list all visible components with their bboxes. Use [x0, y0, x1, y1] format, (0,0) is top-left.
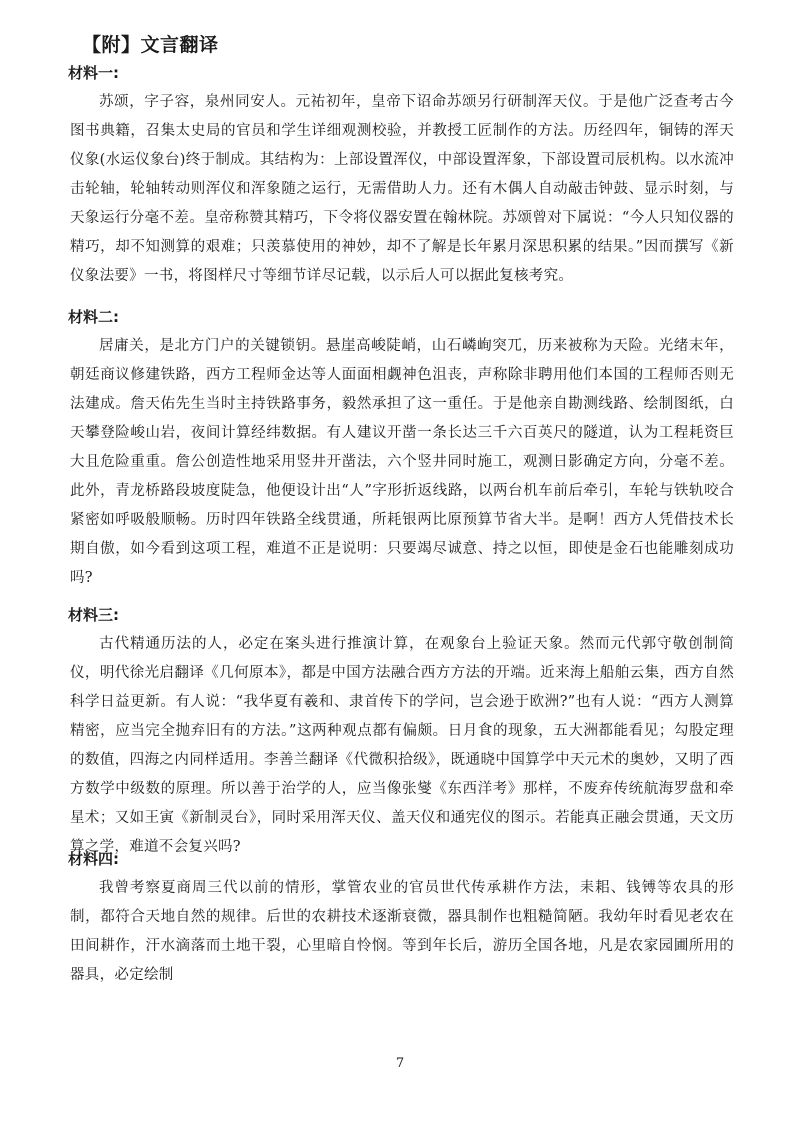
section-body-2: 居庸关，是北方门户的关键锁钥。悬崖高峻陡峭，山石嶙峋突兀，历来被称为天险。光绪末年，朝廷商议修建铁路，西方工程师金达等人面面相觑神色沮丧，声称除非聘用他们本国的工程师否则无法建成。詹天佑先生当时主持铁路事务，毅然承担了这一重任。于是他亲自勘测线路、绘制图纸，白天攀登险峻山岩，夜间计算经纬数据。有人建议开凿一条长达三千六百英尺的隧道，认为工程耗资巨大且危险重重。詹公创造性地采用竖井开凿法，六个竖井同时施工，观测日影确定方向，分毫不差。此外，青龙桥路段坡度陡急，他便设计出“人”字形折返线路，以两台机车前后牵引，车轮与铁轨咬合紧密如呼吸般顺畅。历时四年铁路全线贯通，所耗银两比原预算节省大半。是啊！西方人凭借技术长期自傲，如今看到这项工程，难道不正是说明：只要竭尽诚意、持之以恒，即使是金石也能雕刻成功吗?	[70, 338, 734, 586]
section-body-1: 苏颂，字子容，泉州同安人。元祐初年，皇帝下诏命苏颂另行研制浑天仪。于是他广泛查考古今图书典籍，召集太史局的官员和学生详细观测校验，并教授工匠制作的方法。历经四年，铜铸的浑天仪象(水运仪象台)终于制成。其结构为：上部设置浑仪，中部设置浑象，下部设置司辰机构。以水流冲击轮轴，轮轴转动则浑仪和浑象随之运行，无需借助人力。还有木偶人自动敲击钟鼓、显示时刻，与天象运行分毫不差。皇帝称赞其精巧，下令将仪器安置在翰林院。苏颂曾对下属说：“今人只知仪器的精巧，却不知测算的艰难；只羡慕使用的神妙，却不了解是长年累月深思积累的结果。”因而撰写《新仪象法要》一书，将图样尺寸等细节详尽记载，以示后人可以据此复核考究。	[70, 94, 734, 284]
page-number: 7	[395, 1056, 405, 1071]
section-body-4: 我曾考察夏商周三代以前的情形，掌管农业的官员世代传承耕作方法，耒耜、钱镈等农具的形制，都符合天地自然的规律。后世的农耕技术逐渐衰微，器具制作也粗糙简陋。我幼年时看见老农在田间耕作，汗水滴落而土地干裂，心里暗自怜悯。等到年长后，游历全国各地，凡是农家园圃所用的器具，必定绘制	[70, 880, 734, 983]
section-body-3: 古代精通历法的人，必定在案头进行推演计算，在观象台上验证天象。然而元代郭守敬创制简仪，明代徐光启翻译《几何原本》，都是中国方法融合西方方法的开端。近来海上船舶云集，西方自然科学日益更新。有人说：“我华夏有羲和、隶首传下的学问，岂会逊于欧洲?”也有人说：“西方人测算精密，应当完全抛弃旧有的方法。”这两种观点都有偏颇。日月食的现象，五大洲都能看见；勾股定理的数值，四海之内同样适用。李善兰翻译《代微积拾级》，既通晓中国算学中天元术的奥妙，又明了西方数学中级数的原理。所以善于治学的人，应当像张燮《东西洋考》那样，不废弃传统航海罗盘和牵星术；又如王寅《新制灵台》，同时采用浑天仪、盖天仪和通宪仪的图示。若能真正融会贯通，天文历算之学，难道不会复兴吗?	[70, 636, 734, 855]
section-heading-1: 材料一:	[68, 64, 119, 82]
section-heading-4: 材料四:	[68, 850, 119, 868]
section-heading-2: 材料二:	[68, 308, 119, 326]
document-title: 【附】文言翻译	[82, 34, 219, 56]
section-heading-3: 材料三:	[68, 606, 119, 624]
